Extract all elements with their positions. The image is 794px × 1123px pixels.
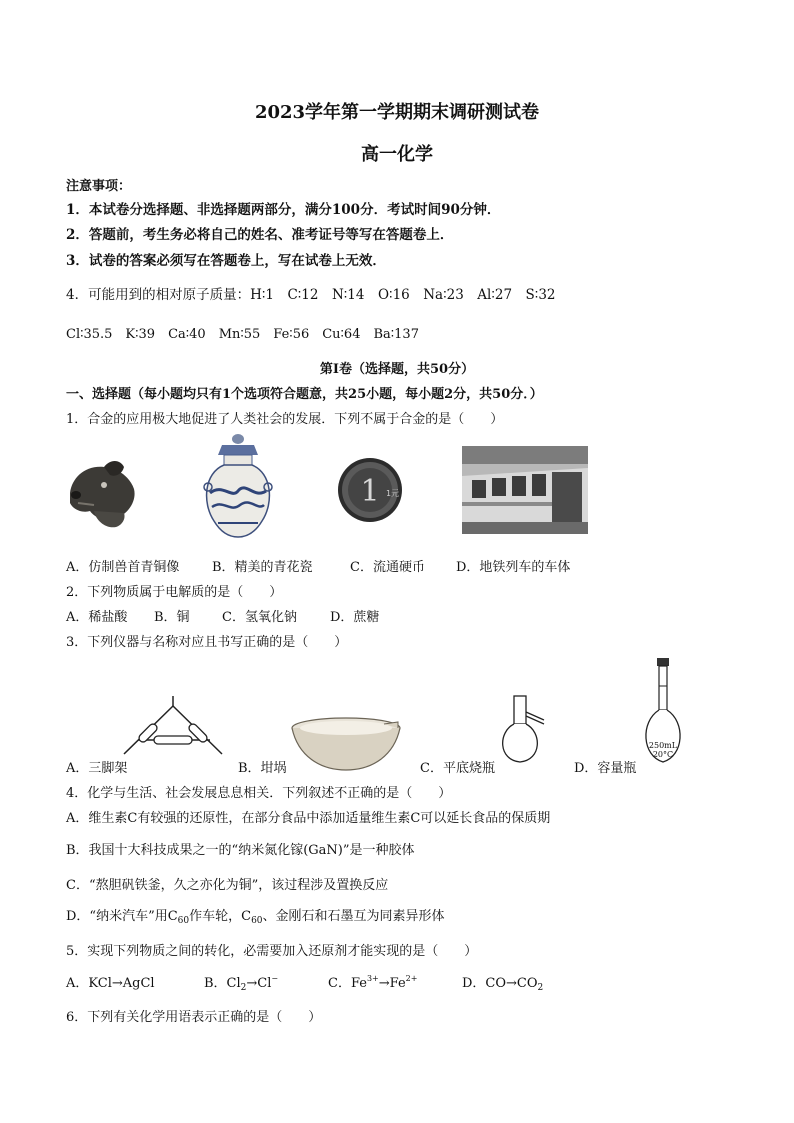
q3-option-c: C．平底烧瓶 xyxy=(420,761,495,776)
q5-option-b: B．$Cl_2\to Cl^-$ xyxy=(204,974,279,993)
q1-option-b: B．精美的青花瓷 xyxy=(212,560,313,575)
flask-volume-label: 250mL xyxy=(648,741,678,750)
section-title: 第Ⅰ卷（选择题，共50分） xyxy=(319,362,475,377)
flat-bottom-flask-image xyxy=(496,694,552,766)
atomic-masses-line2: Cl∶35.5 K∶39 Ca∶40 Mn∶55 Fe∶56 Cu∶64 Ba∶137 xyxy=(66,327,419,342)
note-item-4: 4．可能用到的相对原子质量：H∶1 C∶12 N∶14 O∶16 Na∶23 Al∶27 S∶32 xyxy=(66,287,556,303)
note-item-3: 3．试卷的答案必须写在答题卷上，写在试卷上无效． xyxy=(66,253,386,269)
q2-option-d: D．蔗糖 xyxy=(330,610,380,625)
q5-option-d: D．$CO\to CO_2$ xyxy=(462,976,544,993)
q4-option-d: D．“纳米汽车”用$C_{60}$作车轮，$C_{60}$、金刚石和石墨互为同素异形体 xyxy=(66,909,445,926)
porcelain-vase-image xyxy=(200,433,276,543)
volumetric-flask-image xyxy=(640,656,688,768)
q1-option-c: C．流通硬币 xyxy=(350,560,425,575)
clay-triangle-image xyxy=(118,692,228,764)
q4-option-a: A．维生素C有较强的还原性，在部分食品中添加适量维生素C可以延长食品的保质期 xyxy=(66,811,551,826)
q6-stem: 6．下列有关化学用语表示正确的是（ ） xyxy=(66,1010,322,1025)
part-heading: 一、选择题（每小题均只有1个选项符合题意，共25小题，每小题2分，共50分．） xyxy=(66,387,543,402)
q3-option-a: A．三脚架 xyxy=(66,761,128,776)
note-item-2: 2．答题前，考生务必将自己的姓名、准考证号等写在答题卷上． xyxy=(66,227,454,243)
q2-option-b: B．铜 xyxy=(154,610,190,625)
q1-option-d: D．地铁列车的车体 xyxy=(456,560,571,575)
notes-heading: 注意事项： xyxy=(66,179,132,194)
q2-option-c: C．氢氧化钠 xyxy=(222,610,297,625)
note-item-1: 1．本试卷分选择题、非选择题两部分，满分100分．考试时间90分钟． xyxy=(66,202,501,218)
q3-option-d: D．容量瓶 xyxy=(574,761,637,776)
bronze-head-image xyxy=(64,455,142,535)
q4-option-c: C．“熬胆矾铁釜，久之亦化为铜”，该过程涉及置换反应 xyxy=(66,878,389,893)
q5-stem: 5．实现下列物质之间的转化，必需要加入还原剂才能实现的是（ ） xyxy=(66,944,478,959)
q5-option-c: C．$Fe^{3+}\to Fe^{2+}$ xyxy=(328,974,418,991)
q4-option-b: B．我国十大科技成果之一的“纳米氮化镓(GaN)”是一种胶体 xyxy=(66,843,415,858)
q2-option-a: A．稀盐酸 xyxy=(66,610,128,625)
evaporating-dish-image xyxy=(290,716,402,774)
q5-option-a: A．KCl→AgCl xyxy=(66,976,155,991)
q1-option-a: A．仿制兽首青铜像 xyxy=(66,560,180,575)
subway-train-image xyxy=(462,446,588,534)
q2-stem: 2．下列物质属于电解质的是（ ） xyxy=(66,585,283,600)
svg-text:1: 1 xyxy=(360,474,380,509)
q3-stem: 3．下列仪器与名称对应且书写正确的是（ ） xyxy=(66,635,348,650)
coin-image xyxy=(336,456,404,524)
flask-temp-label: 20°C xyxy=(652,750,674,759)
q3-option-b: B．坩埚 xyxy=(238,761,287,776)
exam-subtitle: 高一化学 xyxy=(361,144,433,165)
exam-title: 2023学年第一学期期末调研测试卷 xyxy=(254,102,540,123)
q1-stem: 1．合金的应用极大地促进了人类社会的发展．下列不属于合金的是（ ） xyxy=(66,412,504,427)
q4-stem: 4．化学与生活、社会发展息息相关．下列叙述不正确的是（ ） xyxy=(66,786,452,801)
coin-label: 1元 xyxy=(386,489,400,498)
